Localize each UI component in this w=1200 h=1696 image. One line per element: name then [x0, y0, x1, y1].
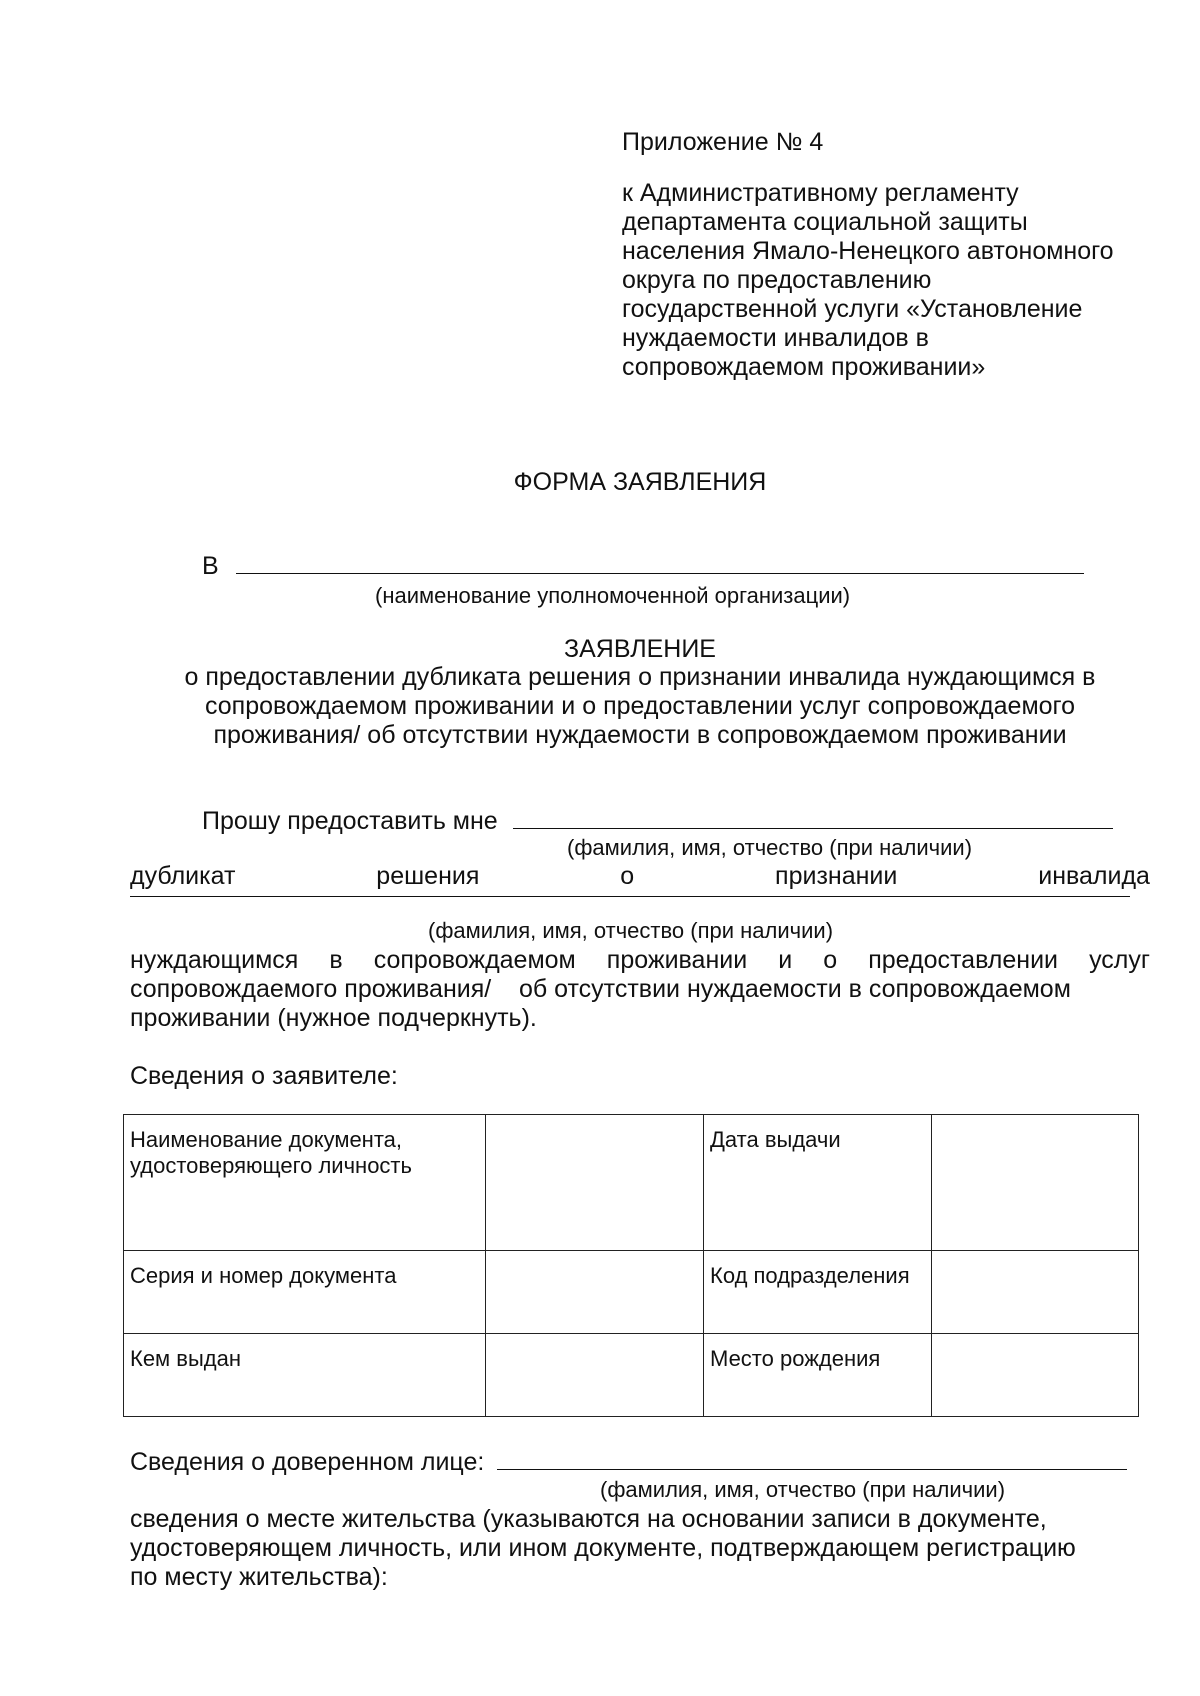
request-text-line: проживании (нужное подчеркнуть).: [130, 1004, 537, 1032]
series-number-label: Серия и номер документа: [124, 1251, 486, 1334]
id-document-value-cell[interactable]: [486, 1115, 704, 1251]
birthplace-label: Место рождения: [704, 1334, 932, 1417]
appendix-line: населения Ямало-Ненецкого автономного: [622, 237, 1114, 265]
request-word: решения: [376, 862, 480, 890]
appendix-line: сопровождаемом проживании»: [622, 353, 986, 381]
division-code-value-cell[interactable]: [932, 1251, 1139, 1334]
trustee-lead: Сведения о доверенном лице:: [130, 1448, 485, 1476]
table-row: [124, 1251, 1139, 1334]
appendix-line: нуждаемости инвалидов в: [622, 324, 929, 352]
addressee-blank-field[interactable]: [236, 553, 1084, 574]
request-text-line: сопровождаемого проживания/ об отсутствии нуждаемости в сопровождаемом: [130, 975, 1071, 1003]
appendix-text: [622, 179, 1114, 382]
request-word: дубликат: [130, 862, 236, 890]
birthplace-value-cell[interactable]: [932, 1334, 1139, 1417]
trustee-caption: (фамилия, имя, отчество (при наличии): [600, 1477, 1006, 1502]
table-row: [124, 1334, 1139, 1417]
request-justified-row: [130, 862, 1150, 891]
request-word: признании: [775, 862, 898, 890]
trustee-text-line: сведения о месте жительства (указываются на основании записи в документе,: [130, 1505, 1047, 1533]
series-number-value-cell[interactable]: [486, 1251, 704, 1334]
request-word: в: [329, 946, 343, 974]
addressee-prefix: В: [202, 552, 219, 580]
request-name-blank-field[interactable]: [513, 808, 1113, 829]
disabled-person-blank-field[interactable]: [130, 896, 1130, 897]
request-caption-2: (фамилия, имя, отчество (при наличии): [428, 918, 834, 943]
request-word: и: [778, 946, 793, 974]
appendix-line: государственной услуги «Установление: [622, 295, 1083, 323]
applicant-info-table: [123, 1114, 1139, 1417]
table-row: [124, 1115, 1139, 1251]
request-word: услуг: [1089, 946, 1150, 974]
division-code-label: Код подразделения: [704, 1251, 932, 1334]
issue-date-label: Дата выдачи: [704, 1115, 932, 1251]
appendix-line: департамента социальной защиты: [622, 208, 1028, 236]
applicant-heading: Сведения о заявителе:: [130, 1062, 398, 1090]
statement-subtitle-line: о предоставлении дубликата решения о признании инвалида нуждающимся в: [184, 663, 1096, 691]
request-word: проживании: [606, 946, 748, 974]
appendix-line: округа по предоставлению: [622, 266, 932, 294]
addressee-line: [202, 552, 1084, 581]
request-word: инвалида: [1038, 862, 1150, 890]
statement-heading: ЗАЯВЛЕНИЕ: [563, 635, 716, 663]
request-line: [202, 807, 1113, 836]
request-lead: Прошу предоставить мне: [202, 807, 498, 835]
request-word: предоставлении: [868, 946, 1059, 974]
request-word: о: [823, 946, 838, 974]
request-word: нуждающимся: [130, 946, 299, 974]
request-word: о: [620, 862, 635, 890]
statement-subtitle-line: сопровождаемом проживании и о предоставлении услуг сопровождаемого: [204, 692, 1076, 720]
trustee-text-line: по месту жительства):: [130, 1563, 388, 1591]
request-word: сопровождаемом: [373, 946, 576, 974]
addressee-caption: (наименование уполномоченной организации): [375, 583, 851, 608]
request-caption-1: (фамилия, имя, отчество (при наличии): [567, 835, 973, 860]
request-justified-row: [130, 946, 1150, 975]
issued-by-label: Кем выдан: [124, 1334, 486, 1417]
appendix-title: Приложение № 4: [622, 128, 824, 156]
issued-by-value-cell[interactable]: [486, 1334, 704, 1417]
issue-date-value-cell[interactable]: [932, 1115, 1139, 1251]
trustee-name-blank-field[interactable]: [497, 1449, 1127, 1470]
trustee-text-line: удостоверяющем личность, или ином документе, подтверждающем регистрацию: [130, 1534, 1076, 1562]
statement-subtitle-line: проживания/ об отсутствии нуждаемости в сопровождаемом проживании: [213, 721, 1067, 749]
trustee-line: [130, 1448, 1127, 1477]
form-title: ФОРМА ЗАЯВЛЕНИЯ: [513, 468, 767, 496]
id-document-label: Наименование документа, удостоверяющего личность: [124, 1115, 486, 1251]
appendix-line: к Административному регламенту: [622, 179, 1019, 207]
